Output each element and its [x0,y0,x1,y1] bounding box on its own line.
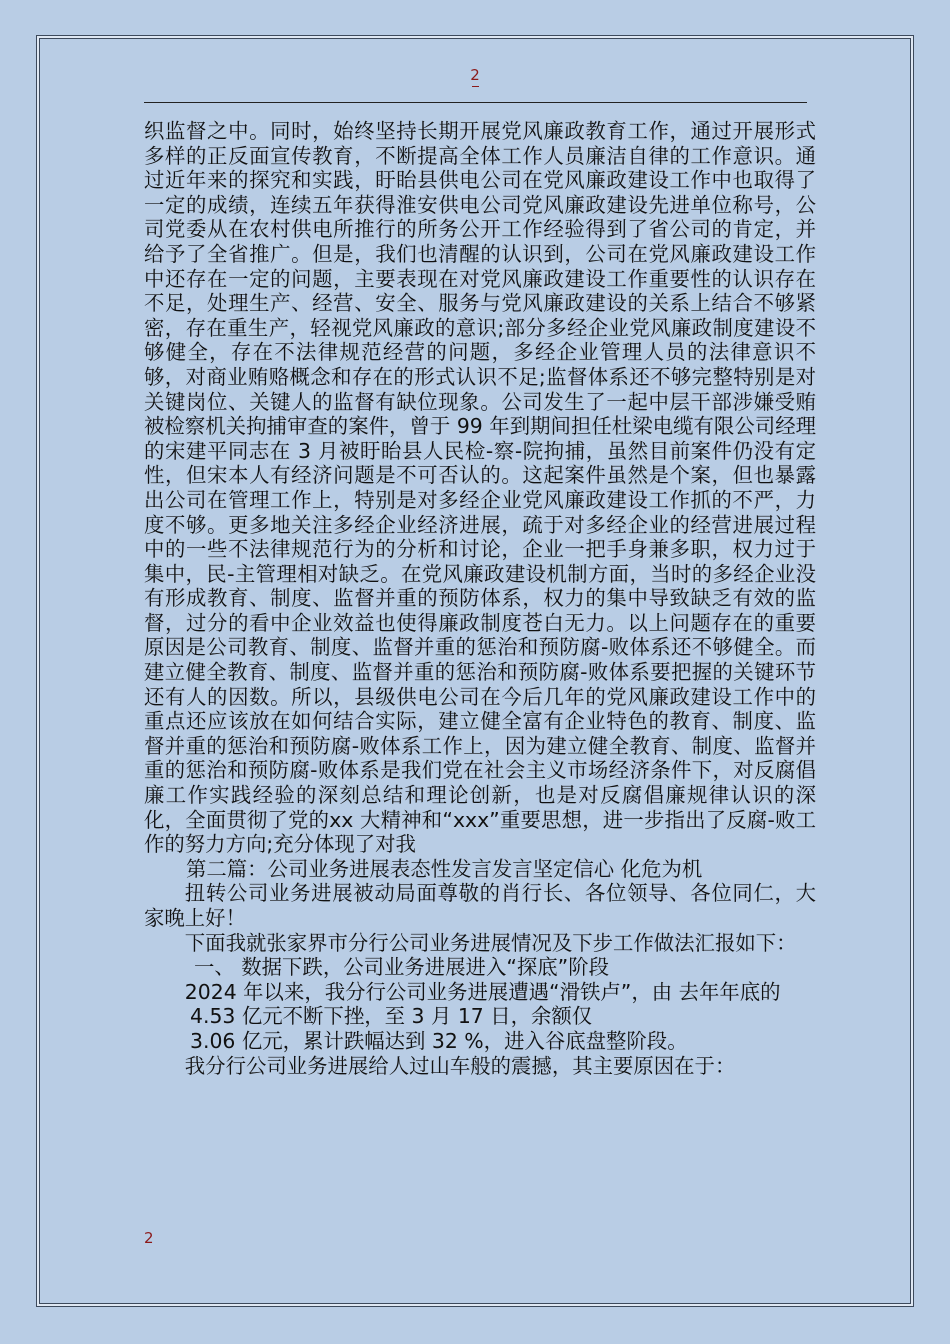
section-title: 第二篇：公司业务进展表态性发言发言坚定信心 化危为机 [186,856,703,881]
greeting-paragraph: 扭转公司业务进展被动局面尊敬的肖行长、各位领导、各位同仁，大家晚上好！ [144,881,816,930]
data-paragraph-1: 2024 年以来，我分行公司业务进展遭遇“滑铁卢”，由 去年年底的 [184,979,781,1004]
data-paragraph-4: 我分行公司业务进展给人过山车般的震撼，其主要原因在于： [184,1053,736,1078]
header-rule [144,102,807,103]
document-body [144,119,816,1078]
footer-page-number: 2 [144,1229,154,1247]
header-page-number: 2 [460,68,490,87]
intro-paragraph: 下面我就张家界市分行公司业务进展情况及下步工作做法汇报如下： [184,930,797,955]
data-paragraph-3: 3.06 亿元，累计跌幅达到 32 %，进入谷底盘整阶段。 [190,1028,688,1053]
section-heading-1: 一、 数据下跌，公司业务进展进入“探底”阶段 [194,955,610,980]
data-paragraph-2: 4.53 亿元不断下挫，至 3 月 17 日，余额仅 [190,1004,593,1029]
main-paragraph: 织监督之中。同时，始终坚持长期开展党风廉政教育工作，通过开展形式多样的正反面宣传教育，不断提高全体工作人员廉洁自律的工作意识。通过近年来的探究和实践，盱眙县供电公司在党风廉政建设工作中也取得了一定的成绩，连续五年获得淮安供电公司党风廉政建设先进单位称号，公司党委从在农村供电所推行的所务公开工作经验得到了省公司的肯定，并给予了全省推广。但是，我们也清醒的认识到，公司在党风廉政建设工作中还存在一定的问题，主要表现在对党风廉政建设工作重要性的认识存在不足，处理生产、经营、安全、服务与党风廉政建设的关系上结合不够紧密，存在重生产，轻视党风廉政的意识;部分多经企业党风廉政制度建设不够健全，存在不法律规范经营的问题，多经企业管理人员的法律意识不够，对商业贿赂概念和存在的形式认识不足;监督体系还不够完整特别是对关键岗位、关键人的监督有缺位现象。公司发生了一起中层干部涉嫌受贿被检察机关拘捕审查的案件，曾于 99 年到期间担任杜梁电缆有限公司经理的宋建平同志在 3 月被盱眙县人民检-察-院拘捕，虽然目前案件仍没有定性，但宋本人有经济问题是不可否认的。这起案件虽然是个案，但也暴露出公司在管理工作上，特别是对多经企业党风廉政建设工作抓的不严，力度不够。更多地关注多经企业经济进展，疏于对多经企业的经营进展过程中的一些不法律规范行为的分析和讨论，企业一把手身兼多职，权力过于集中，民-主管理相对缺乏。在党风廉政建设机制方面，当时的多经企业没有形成教育、制度、监督并重的预防体系，权力的集中导致缺乏有效的监督，过分的看中企业效益也使得廉政制度苍白无力。以上问题存在的重要原因是公司教育、制度、监督并重的惩治和预防腐-败体系还不够健全。而建立健全教育、制度、监督并重的惩治和预防腐-败体系要把握的关键环节还有人的因数。所以，县级供电公司在今后几年的党风廉政建设工作中的重点还应该放在如何结合实际，建立健全富有企业特色的教育、制度、监督并重的惩治和预防腐-败体系工作上，因为建立健全教育、制度、监督并重的惩治和预防腐-败体系是我们党在社会主义市场经济条件下，对反腐倡廉工作实践经验的深刻总结和理论创新，也是对反腐倡廉规律认识的深化，全面贯彻了党的xx 大精神和“xxx”重要思想，进一步指出了反腐-败工作的努力方向;充分体现了对我 [144,119,816,857]
